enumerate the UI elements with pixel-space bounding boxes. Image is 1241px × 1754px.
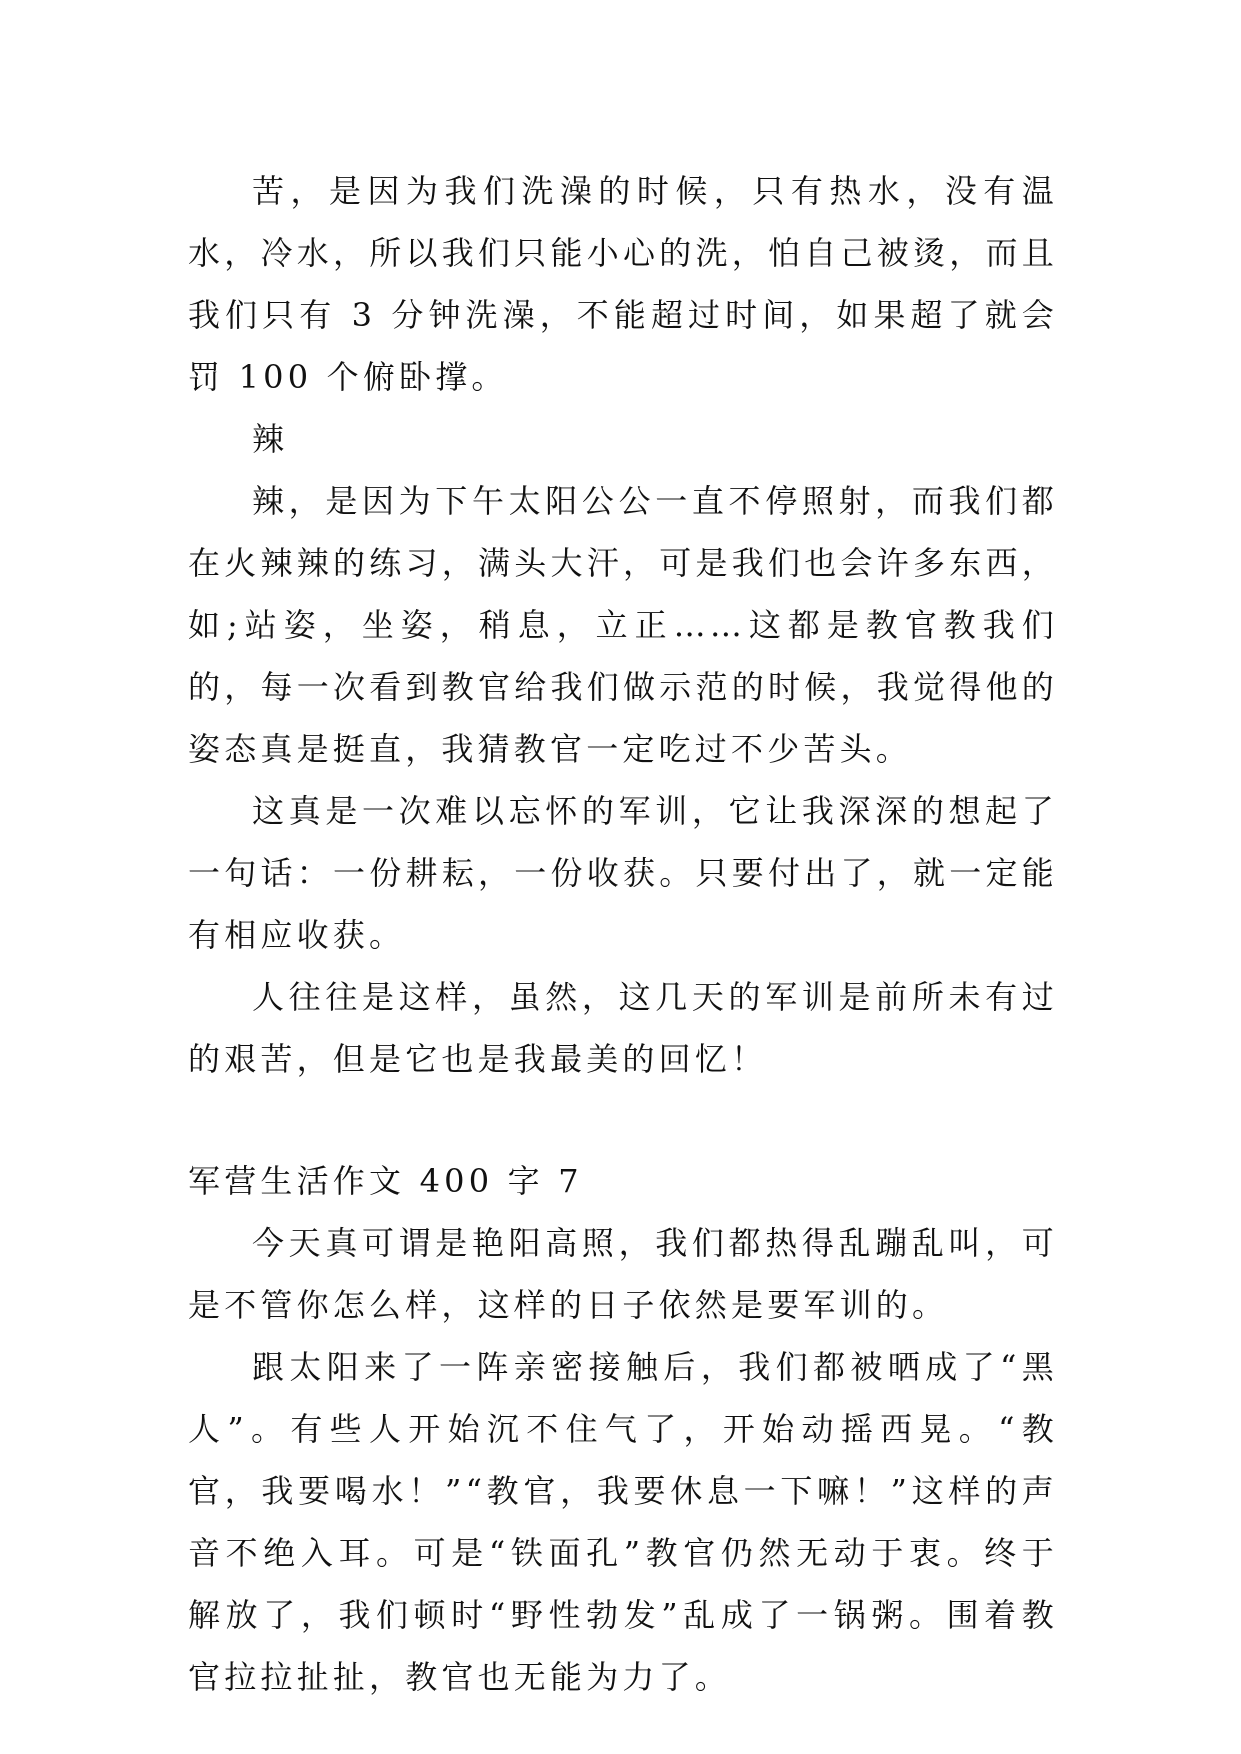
- paragraph-spicy: 辣，是因为下午太阳公公一直不停照射，而我们都在火辣辣的练习，满头大汗，可是我们也会许多东西，如;站姿，坐姿，稍息，立正……这都是教官教我们的，每一次看到教官给我们做示范的时候，我觉得他的姿态真是挺直，我猜教官一定吃过不少苦头。: [188, 482, 1058, 768]
- paragraph-bitter: 苦，是因为我们洗澡的时候，只有热水，没有温水，冷水，所以我们只能小心的洗，怕自己被烫，而且我们只有 3 分钟洗澡，不能超过时间，如果超了就会罚 100 个俯卧撑。: [188, 172, 1058, 396]
- paragraph-unforgettable: 这真是一次难以忘怀的军训，它让我深深的想起了一句话：一份耕耘，一份收获。只要付出了，就一定能有相应收获。: [188, 792, 1058, 954]
- section-title: 军营生活作文 400 字 7: [188, 1162, 583, 1200]
- paragraph-sun-contact: 跟太阳来了一阵亲密接触后，我们都被晒成了“黑人”。有些人开始沉不住气了，开始动摇西晃。“教官，我要喝水！”“教官，我要休息一下嘛！”这样的声音不绝入耳。可是“铁面孔”教官仍然无动于衷。终于解放了，我们顿时“野性勃发”乱成了一锅粥。围着教官拉拉扯扯，教官也无能为力了。: [188, 1348, 1058, 1696]
- paragraph-spicy-heading: 辣: [252, 420, 289, 458]
- paragraph-memory: 人往往是这样，虽然，这几天的军训是前所未有过的艰苦，但是它也是我最美的回忆！: [188, 978, 1058, 1078]
- paragraph-sunny-day: 今天真可谓是艳阳高照，我们都热得乱蹦乱叫，可是不管你怎么样，这样的日子依然是要军训的。: [188, 1224, 1058, 1324]
- document-body: [188, 160, 1058, 1708]
